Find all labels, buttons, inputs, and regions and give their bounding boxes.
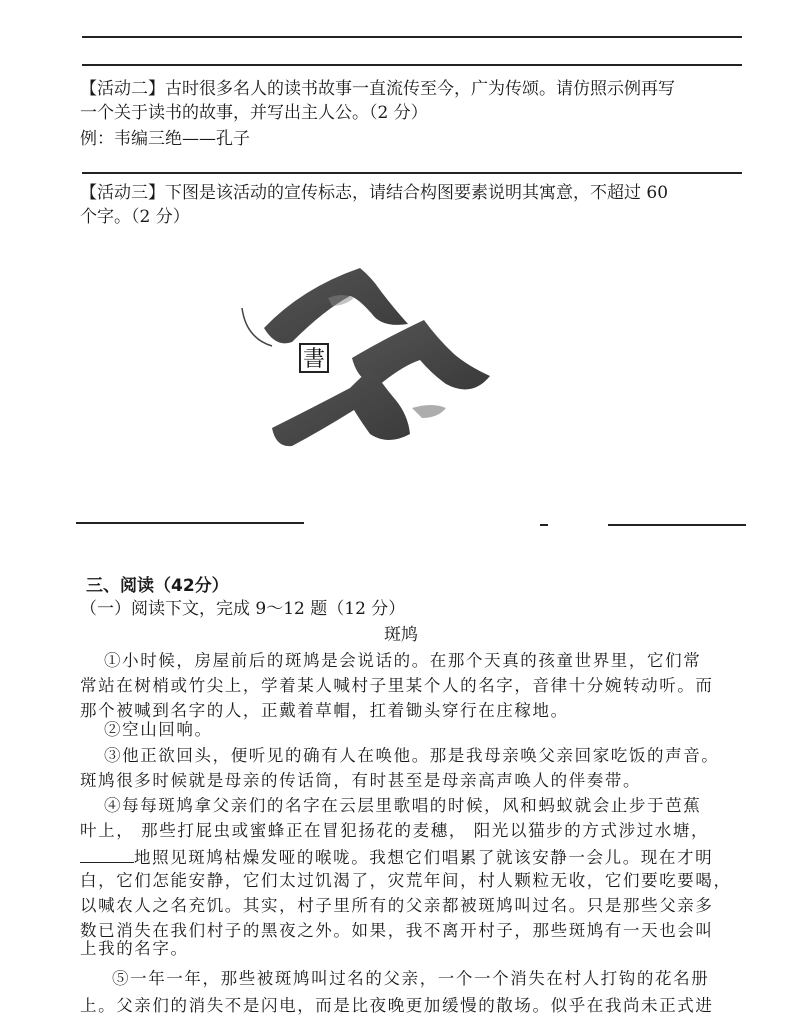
passage-line-with-blank: [80, 847, 740, 869]
passage-line: ②空山回响。: [104, 720, 213, 739]
passage-title: 斑鸠: [384, 625, 418, 645]
passage-line: 那个被喊到名字的人，正戴着草帽，扛着锄头穿行在庄稼地。: [80, 701, 569, 720]
activity2-line2: 一个关于读书的故事，并写出主人公。（2 分）: [80, 103, 428, 123]
passage-line: 上。父亲们的消失不是闪电，而是比夜晚更加缓慢的散场。似乎在我尚未正式进: [80, 996, 714, 1015]
answer-line-2: [82, 64, 742, 66]
activity3-line2: 个字。（2 分）: [80, 207, 190, 227]
passage-line: 叶上， 那些打屁虫或蜜蜂正在冒犯扬花的麦穗， 阳光以猫步的方式涉过水塘，: [80, 821, 710, 840]
answer-line-5: [608, 524, 746, 526]
activity3-line1: 【活动三】下图是该活动的宣传标志，请结合构图要素说明其寓意，不超过 60: [80, 183, 669, 203]
passage-line: ①小时候，房屋前后的斑鸠是会说话的。在那个天真的孩童世界里，它们常: [104, 651, 702, 670]
section-subheading: （一）阅读下文，完成 9～12 题（12 分）: [80, 599, 406, 619]
section-heading: 三、阅读（42分）: [86, 576, 229, 596]
activity2-line1: 【活动二】古时很多名人的读书故事一直流传至今，广为传颂。请仿照示例再写: [80, 79, 675, 99]
passage-line: 白，它们怎能安静，它们太过饥渴了，灾荒年间，村人颗粒无收，它们要吃要喝，: [80, 871, 732, 890]
answer-line-1: [82, 36, 742, 38]
passage-line: ⑤一年一年，那些被斑鸠叫过名的父亲，一个一个消失在村人打钩的花名册: [112, 969, 710, 988]
passage-line: 斑鸠很多时候就是母亲的传话筒，有时甚至是母亲高声唤人的伴奏带。: [80, 771, 642, 790]
answer-line-3: [82, 172, 742, 174]
passage-line: 常站在树梢或竹尖上，学着某人喊村子里某个人的名字，音律十分婉转动听。而: [80, 676, 714, 695]
answer-line-4: [76, 522, 304, 524]
passage-line: ③他正欲回头，便听见的确有人在唤他。那是我母亲唤父亲回家吃饭的声音。: [104, 746, 720, 765]
passage-line: 以喊农人之名充饥。其实，村子里所有的父亲都被斑鸠叫过名。只是那些父亲多: [80, 896, 714, 915]
reading-activity-logo: [232, 258, 502, 468]
fill-in-blank[interactable]: [80, 848, 134, 863]
logo-seal-char: 書: [302, 347, 326, 372]
passage-line: 数已消失在我们村子的黑夜之外。如果，我不离开村子，那些斑鸠有一天也会叫: [80, 921, 714, 940]
answer-line-mark: [540, 524, 548, 526]
passage-line-text: 地照见斑鸠枯燥发哑的喉咙。我想它们唱累了就该安静一会儿。现在才明: [134, 848, 714, 867]
activity2-example: 例：韦编三绝——孔子: [80, 129, 250, 149]
passage-line: ④每每斑鸠拿父亲们的名字在云层里歌唱的时候，风和蚂蚁就会止步于芭蕉: [104, 796, 702, 815]
passage-line: 上我的名字。: [80, 939, 189, 958]
